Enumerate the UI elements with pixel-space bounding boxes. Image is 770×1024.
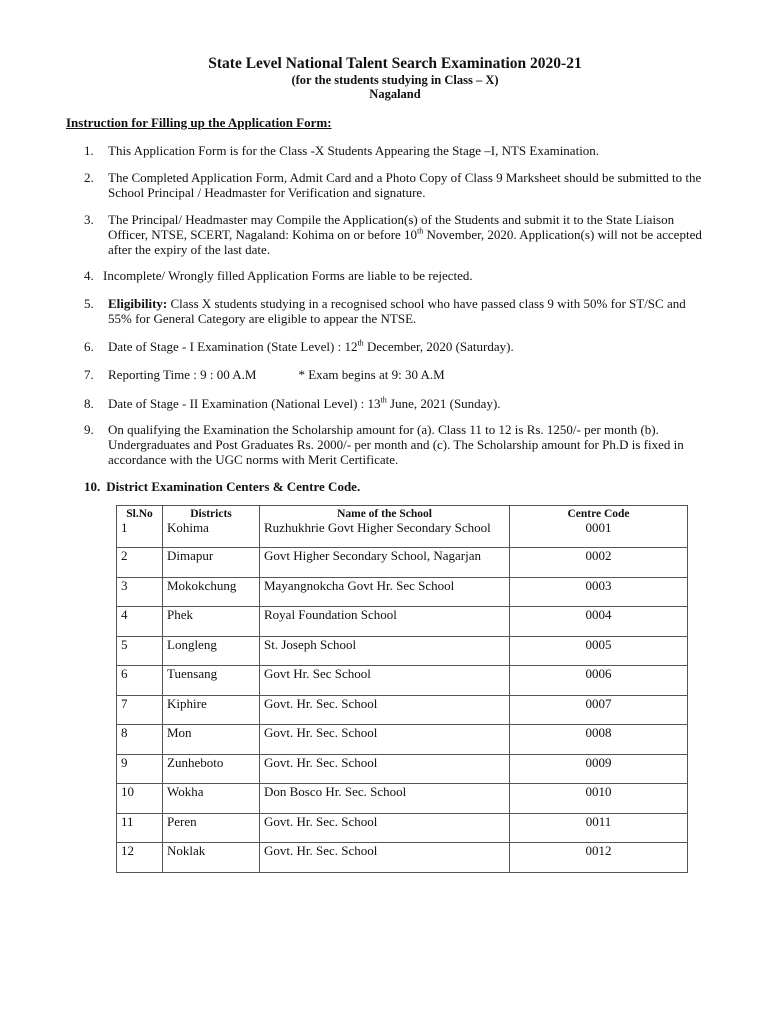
instruction-text bbox=[108, 296, 708, 326]
cell-centre-code: 0012 bbox=[510, 843, 688, 873]
ordinal-suffix: th bbox=[380, 395, 387, 405]
cell-centre-code: 0010 bbox=[510, 784, 688, 814]
document-subtitle: (for the students studying in Class – X) bbox=[291, 73, 499, 87]
table-row bbox=[117, 695, 688, 725]
centers-section-heading bbox=[84, 479, 360, 495]
header-school: Name of the School bbox=[260, 506, 510, 521]
cell-school: Govt. Hr. Sec. School bbox=[260, 754, 510, 784]
cell-slno: 10 bbox=[117, 784, 163, 814]
cell-district: Zunheboto bbox=[163, 754, 260, 784]
cell-slno: 4 bbox=[117, 607, 163, 637]
table-row bbox=[117, 666, 688, 696]
table-row bbox=[117, 813, 688, 843]
cell-school: Govt Hr. Sec School bbox=[260, 666, 510, 696]
table-row bbox=[117, 607, 688, 637]
cell-school: Mayangnokcha Govt Hr. Sec School bbox=[260, 577, 510, 607]
cell-school: Govt. Hr. Sec. School bbox=[260, 725, 510, 755]
instruction-number: 2. bbox=[84, 170, 94, 185]
ordinal-suffix: th bbox=[417, 226, 424, 236]
cell-slno: 1 bbox=[117, 520, 163, 548]
instruction-text-part: The Principal/ Headmaster may Compile the Application(s) of the Students and submit it to the State Liaison Officer, NTSE, SCERT, Nagaland: Kohima on or before 10 bbox=[108, 212, 675, 242]
cell-centre-code: 0011 bbox=[510, 813, 688, 843]
instruction-number: 6. bbox=[84, 339, 94, 354]
cell-district: Peren bbox=[163, 813, 260, 843]
eligibility-label: Eligibility: bbox=[108, 296, 168, 311]
cell-centre-code: 0008 bbox=[510, 725, 688, 755]
reporting-time: Reporting Time : 9 : 00 A.M bbox=[108, 367, 257, 382]
cell-school: Govt Higher Secondary School, Nagarjan bbox=[260, 548, 510, 578]
cell-slno: 6 bbox=[117, 666, 163, 696]
cell-district: Phek bbox=[163, 607, 260, 637]
cell-district: Longleng bbox=[163, 636, 260, 666]
cell-school: Royal Foundation School bbox=[260, 607, 510, 637]
cell-district: Noklak bbox=[163, 843, 260, 873]
header-centre-code: Centre Code bbox=[510, 506, 688, 521]
instruction-number: 7. bbox=[84, 367, 94, 382]
instruction-text bbox=[108, 367, 708, 382]
instruction-text: Incomplete/ Wrongly filled Application Forms are liable to be rejected. bbox=[103, 268, 473, 283]
cell-school: St. Joseph School bbox=[260, 636, 510, 666]
ordinal-suffix: th bbox=[357, 338, 364, 348]
instruction-text bbox=[108, 396, 708, 411]
cell-district: Kohima bbox=[163, 520, 260, 548]
instruction-text-part: June, 2021 (Sunday). bbox=[386, 396, 501, 411]
instruction-number: 4. bbox=[84, 268, 94, 283]
cell-centre-code: 0009 bbox=[510, 754, 688, 784]
cell-district: Mokokchung bbox=[163, 577, 260, 607]
header-slno: Sl.No bbox=[117, 506, 163, 521]
cell-slno: 5 bbox=[117, 636, 163, 666]
instructions-heading: Instruction for Filling up the Application Form: bbox=[66, 115, 332, 130]
cell-district: Wokha bbox=[163, 784, 260, 814]
instruction-text: On qualifying the Examination the Scholarship amount for (a). Class 11 to 12 is Rs. 1250/- per month (b). Undergraduates and Post Graduates Rs. 2000/- per month and (c). The Scholarship amount for Ph.D is fixed in accordance with the UGC norms with Merit Certificate. bbox=[108, 422, 684, 467]
cell-centre-code: 0007 bbox=[510, 695, 688, 725]
cell-centre-code: 0004 bbox=[510, 607, 688, 637]
instruction-text bbox=[108, 339, 708, 354]
instruction-text-part: Date of Stage - II Examination (National Level) : 13 bbox=[108, 396, 381, 411]
cell-district: Tuensang bbox=[163, 666, 260, 696]
cell-school: Don Bosco Hr. Sec. School bbox=[260, 784, 510, 814]
document-title: State Level National Talent Search Examination 2020-21 bbox=[208, 55, 582, 72]
cell-centre-code: 0002 bbox=[510, 548, 688, 578]
exam-begin-time: * Exam begins at 9: 30 A.M bbox=[298, 367, 445, 382]
table-row bbox=[117, 636, 688, 666]
cell-centre-code: 0003 bbox=[510, 577, 688, 607]
cell-school: Govt. Hr. Sec. School bbox=[260, 843, 510, 873]
cell-slno: 2 bbox=[117, 548, 163, 578]
cell-slno: 11 bbox=[117, 813, 163, 843]
instruction-text bbox=[108, 212, 708, 257]
cell-centre-code: 0006 bbox=[510, 666, 688, 696]
cell-district: Dimapur bbox=[163, 548, 260, 578]
cell-slno: 9 bbox=[117, 754, 163, 784]
table-row bbox=[117, 843, 688, 873]
instruction-text-part: Class X students studying in a recognised school who have passed class 9 with 50% for ST/SC and 55% for General Category are eligible to appear the NTSE. bbox=[108, 296, 686, 326]
instruction-number: 8. bbox=[84, 396, 94, 411]
cell-district: Mon bbox=[163, 725, 260, 755]
cell-school: Govt. Hr. Sec. School bbox=[260, 813, 510, 843]
section-title: District Examination Centers & Centre Code. bbox=[106, 479, 361, 494]
cell-slno: 8 bbox=[117, 725, 163, 755]
instruction-number: 1. bbox=[84, 143, 94, 158]
cell-school: Ruzhukhrie Govt Higher Secondary School bbox=[260, 520, 510, 548]
table-row bbox=[117, 520, 688, 548]
document-region: Nagaland bbox=[369, 87, 421, 101]
instruction-text: This Application Form is for the Class -X Students Appearing the Stage –I, NTS Examination. bbox=[108, 143, 600, 158]
cell-centre-code: 0005 bbox=[510, 636, 688, 666]
instruction-text: The Completed Application Form, Admit Card and a Photo Copy of Class 9 Marksheet should be submitted to the School Principal / Headmaster for Verification and signature. bbox=[108, 170, 702, 200]
instruction-text-part: December, 2020 (Saturday). bbox=[363, 339, 514, 354]
instruction-number: 3. bbox=[84, 212, 94, 227]
table-row bbox=[117, 548, 688, 578]
cell-district: Kiphire bbox=[163, 695, 260, 725]
header-district: Districts bbox=[163, 506, 260, 521]
instruction-text-part: Date of Stage - I Examination (State Level) : 12 bbox=[108, 339, 358, 354]
cell-slno: 7 bbox=[117, 695, 163, 725]
table-row bbox=[117, 784, 688, 814]
table-row bbox=[117, 725, 688, 755]
section-number: 10. bbox=[84, 479, 101, 494]
table-row bbox=[117, 577, 688, 607]
instruction-number: 5. bbox=[84, 296, 94, 311]
cell-slno: 12 bbox=[117, 843, 163, 873]
cell-school: Govt. Hr. Sec. School bbox=[260, 695, 510, 725]
cell-slno: 3 bbox=[117, 577, 163, 607]
table-row bbox=[117, 754, 688, 784]
instruction-number: 9. bbox=[84, 422, 94, 437]
cell-centre-code: 0001 bbox=[510, 520, 688, 548]
centers-table bbox=[116, 505, 688, 873]
instruction-text-part: November, 2020. Application(s) will not be accepted after the expiry of the last date. bbox=[108, 227, 702, 257]
table-header-row bbox=[117, 506, 688, 521]
